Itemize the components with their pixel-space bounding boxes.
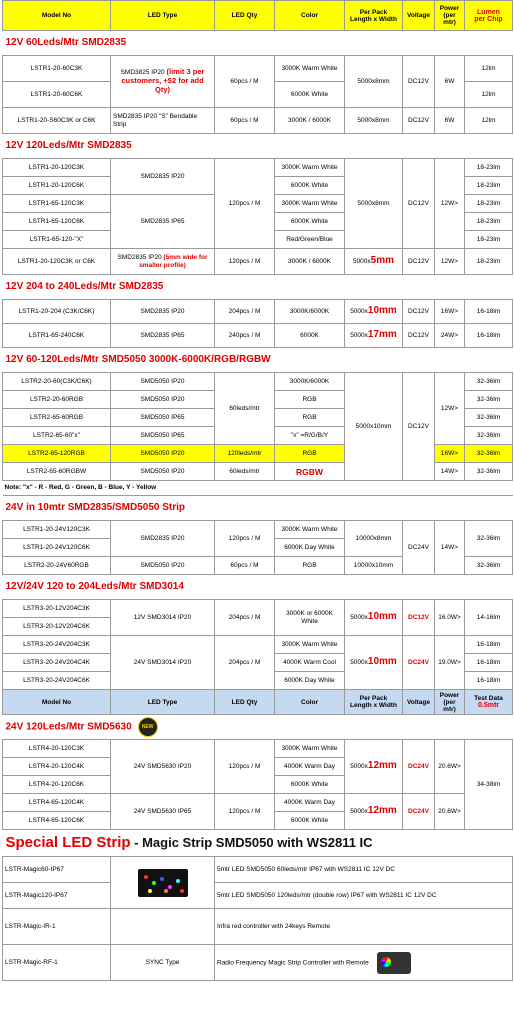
lumen-cell: 18-23lm <box>465 177 513 195</box>
header-led-qty: LED Qty <box>215 1 275 31</box>
color-cell: 3000K or 6000K White <box>275 600 345 636</box>
power-cell: 14W> <box>435 463 465 481</box>
color-cell: 6000K Day White <box>275 539 345 557</box>
color-cell: 3000K Warm White <box>275 195 345 213</box>
table-row <box>3 945 513 981</box>
lumen-cell: 34-38lm <box>465 740 513 830</box>
highlighted-row <box>3 445 513 463</box>
header-led-type: LED Type <box>111 1 215 31</box>
led-qty-cell: 120pcs / M <box>215 740 275 794</box>
section-title: 12V 60-120Leds/Mtr SMD5050 3000K-6000K/RGB/RGBW <box>3 348 513 373</box>
led-type-cell: SMD5050 IP20 <box>111 463 215 481</box>
model-cell: LSTR-Magic-IR-1 <box>3 909 111 945</box>
led-qty-cell: 204pcs / M <box>215 300 275 324</box>
description-cell: 5mtr LED SMD5050 60leds/mtr IP67 with WS2811 IC 12V DC <box>215 857 513 883</box>
led-qty-cell: 120leds/mtr <box>215 445 275 463</box>
pack-cell: 5000x10mm <box>345 600 403 636</box>
voltage-cell: DC24V <box>403 794 435 830</box>
model-cell: LSTR4-65-120C4K <box>3 794 111 812</box>
voltage-cell: DC24V <box>403 521 435 575</box>
voltage-cell: DC24V <box>403 636 435 690</box>
header-test-data: Test Data 0.5mtr <box>465 690 513 715</box>
color-cell: 3000K / 6000K <box>275 249 345 275</box>
model-cell: LSTR1-20-24V120C6K <box>3 539 111 557</box>
model-cell: LSTR3-20-24V204C3K <box>3 636 111 654</box>
voltage-cell: DC12V <box>403 108 435 134</box>
price-table <box>2 0 513 981</box>
lumen-cell: 32-36lm <box>465 409 513 427</box>
table-row <box>3 740 513 758</box>
led-type-cell: SMD2835 IP20 <box>111 521 215 557</box>
led-qty-cell: 120pcs / M <box>215 249 275 275</box>
section-title: Special LED Strip - Magic Strip SMD5050 with WS2811 IC <box>3 830 513 857</box>
header-color: Color <box>275 690 345 715</box>
description-cell: Radio Frequency Magic Strip Controller with Remote <box>215 945 513 981</box>
led-type-cell: SMD5050 IP20 <box>111 373 215 391</box>
voltage-cell: DC12V <box>403 249 435 275</box>
section-title: 12V/24V 120 to 204Leds/Mtr SMD3014 <box>3 575 513 600</box>
color-cell: 6000K Day White <box>275 672 345 690</box>
section-title: 12V 120Leds/Mtr SMD2835 <box>3 134 513 159</box>
note-text: Note: "x" - R - Red, G - Green, B - Blue, Y - Yellow <box>4 484 157 491</box>
led-type-cell: 24V SMD3014 IP20 <box>111 636 215 690</box>
led-type-cell: SMD2835 IP65 <box>111 195 215 249</box>
table-row <box>3 521 513 539</box>
description-cell: Infra red controller with 24keys Remote <box>215 909 513 945</box>
section-title: 12V 204 to 240Leds/Mtr SMD2835 <box>3 275 513 300</box>
pack-cell: 5000x10mm <box>345 636 403 690</box>
led-qty-cell: 120pcs / M <box>215 794 275 830</box>
table-row <box>3 373 513 391</box>
voltage-cell: DC12V <box>403 300 435 324</box>
color-cell: RGB <box>275 445 345 463</box>
model-cell: LSTR3-20-24V204C6K <box>3 672 111 690</box>
color-cell: 3000K Warm White <box>275 636 345 654</box>
power-cell: 12W> <box>435 159 465 249</box>
led-type-cell: SMD2835 IP20 (5mm wide for smaller profile) <box>111 249 215 275</box>
color-cell: 4000K Warm Cool <box>275 654 345 672</box>
color-cell: RGB <box>275 391 345 409</box>
power-cell: 12W> <box>435 249 465 275</box>
section-title-row <box>3 715 513 740</box>
lumen-cell: 32-36lm <box>465 391 513 409</box>
table-row <box>3 324 513 348</box>
model-cell: LSTR1-20-120C3K or C6K <box>3 249 111 275</box>
pack-cell: 5000x8mm <box>345 108 403 134</box>
header-per-pack: Per Pack Length x Width <box>345 690 403 715</box>
color-cell: "x" =R/G/B/Y <box>275 427 345 445</box>
header-voltage: Voltage <box>403 1 435 31</box>
table-row <box>3 794 513 812</box>
led-qty-cell: 120pcs / M <box>215 159 275 249</box>
led-strip-image <box>111 857 215 909</box>
model-cell: LSTR1-20-24V120C3K <box>3 521 111 539</box>
header-voltage: Voltage <box>403 690 435 715</box>
section-title-row <box>3 348 513 373</box>
lumen-cell: 32-36lm <box>465 557 513 575</box>
header-color: Color <box>275 1 345 31</box>
header-per-pack: Per Pack Length x Width <box>345 1 403 31</box>
lumen-cell: 12lm <box>465 56 513 82</box>
section-title-row <box>3 830 513 857</box>
color-cell: 6000K White <box>275 213 345 231</box>
table-row <box>3 463 513 481</box>
lumen-cell: 16-18lm <box>465 672 513 690</box>
model-cell: LSTR3-20-12V204C3K <box>3 600 111 618</box>
led-type-cell: SMD5050 IP65 <box>111 409 215 427</box>
led-qty-cell: 204pcs / M <box>215 600 275 636</box>
power-cell: 12W> <box>435 373 465 445</box>
pack-cell: 5000x12mm <box>345 740 403 794</box>
model-cell: LSTR-Magic-RF-1 <box>3 945 111 981</box>
model-cell: LSTR2-65-120RGB <box>3 445 111 463</box>
color-cell: Red/Green/Blue <box>275 231 345 249</box>
power-cell: 6W <box>435 108 465 134</box>
lumen-cell: 32-36lm <box>465 373 513 391</box>
model-cell: LSTR2-65-60RGB <box>3 409 111 427</box>
lumen-cell: 32-36lm <box>465 445 513 463</box>
model-cell: LSTR3-20-12V204C6K <box>3 618 111 636</box>
color-cell: 6000K White <box>275 82 345 108</box>
lumen-cell: 18-23lm <box>465 249 513 275</box>
color-cell: 6000K White <box>275 812 345 830</box>
table-row <box>3 857 513 883</box>
section-title-row <box>3 31 513 56</box>
color-cell: 3000K Warm White <box>275 56 345 82</box>
pack-cell: 5000x5mm <box>345 249 403 275</box>
header-model: Model No <box>3 1 111 31</box>
led-qty-cell: 240pcs / M <box>215 324 275 348</box>
model-cell: LSTR1-20-120C3K <box>3 159 111 177</box>
led-type-cell: 24V SMD5630 IP65 <box>111 794 215 830</box>
lumen-cell: 16-18lm <box>465 324 513 348</box>
led-qty-cell: 120pcs / M <box>215 521 275 557</box>
model-cell: LSTR2-20-60RGB <box>3 391 111 409</box>
table-row <box>3 883 513 909</box>
color-cell: 4000K Warm Day <box>275 758 345 776</box>
model-cell: LSTR1-65-120-"X" <box>3 231 111 249</box>
lumen-cell: 18-23lm <box>465 195 513 213</box>
voltage-cell: DC12V <box>403 373 435 481</box>
led-type-cell: SMD3825 IP20 (limit 3 per customers, +$2 for add Qty) <box>111 56 215 108</box>
power-cell: 16W> <box>435 300 465 324</box>
voltage-cell: DC24V <box>403 740 435 794</box>
color-cell: 6000K White <box>275 776 345 794</box>
lumen-cell: 12lm <box>465 82 513 108</box>
color-cell: 3000K / 6000K <box>275 108 345 134</box>
lumen-cell: 14-16lm <box>465 600 513 636</box>
model-cell: LSTR2-20-60(C3K/C6K) <box>3 373 111 391</box>
led-qty-cell: 60pcs / M <box>215 108 275 134</box>
table-row <box>3 300 513 324</box>
model-cell: LSTR1-65-120C3K <box>3 195 111 213</box>
color-cell: 3000K/6000K <box>275 300 345 324</box>
pack-cell: 5000x10mm <box>345 300 403 324</box>
led-type-cell: SMD2835 IP20 "S" Bendable Strip <box>111 108 215 134</box>
model-cell: LSTR4-20-120C3K <box>3 740 111 758</box>
color-cell: RGB <box>275 409 345 427</box>
model-cell: LSTR1-20-204 (C3K/C6K) <box>3 300 111 324</box>
lumen-cell: 18-23lm <box>465 213 513 231</box>
model-cell: LSTR4-20-120C6K <box>3 776 111 794</box>
led-type-cell: SMD2835 IP65 <box>111 324 215 348</box>
new-badge-icon: NEW <box>138 717 158 737</box>
section-title-row <box>3 575 513 600</box>
lumen-cell: 18-23lm <box>465 231 513 249</box>
led-qty-cell: 60pcs / M <box>215 56 275 108</box>
rf-remote-photo-icon <box>377 952 411 974</box>
lumen-cell: 32-36lm <box>465 463 513 481</box>
led-type-cell: SMD5050 IP20 <box>111 391 215 409</box>
color-cell: 4000K Warm Day <box>275 794 345 812</box>
pack-cell: 10000x10mm <box>345 557 403 575</box>
voltage-cell: DC12V <box>403 324 435 348</box>
led-strip-photo-icon <box>138 869 188 897</box>
table-row <box>3 600 513 618</box>
led-type-cell: 12V SMD3014 IP20 <box>111 600 215 636</box>
pack-cell: 5000x8mm <box>345 159 403 249</box>
header-led-qty: LED Qty <box>215 690 275 715</box>
table-row <box>3 249 513 275</box>
pack-cell: 5000x17mm <box>345 324 403 348</box>
led-type-cell: SMD5050 IP65 <box>111 427 215 445</box>
header-model: Model No <box>3 690 111 715</box>
power-cell: 6W <box>435 56 465 108</box>
header-power: Power (per mtr) <box>435 690 465 715</box>
model-cell: LSTR1-65-120C6K <box>3 213 111 231</box>
model-cell: LSTR1-65-240C6K <box>3 324 111 348</box>
led-qty-cell: 60pcs / M <box>215 557 275 575</box>
power-cell: 16W> <box>435 445 465 463</box>
section-title-row <box>3 496 513 521</box>
model-cell: LSTR4-20-120C4K <box>3 758 111 776</box>
color-cell: 6000K White <box>275 177 345 195</box>
model-cell: LSTR1-20-120C6K <box>3 177 111 195</box>
table-row <box>3 108 513 134</box>
led-qty-cell: 204pcs / M <box>215 636 275 690</box>
color-cell: 3000K/6000K <box>275 373 345 391</box>
table-row <box>3 636 513 654</box>
voltage-cell: DC12V <box>403 600 435 636</box>
model-cell: LSTR1-20-S60C3K or C6K <box>3 108 111 134</box>
model-cell: LSTR1-20-60C6K <box>3 82 111 108</box>
led-type-cell: SMD5050 IP20 <box>111 445 215 463</box>
power-cell: 14W> <box>435 521 465 575</box>
color-cell: RGB <box>275 557 345 575</box>
voltage-cell: DC12V <box>403 159 435 249</box>
header-row-2 <box>3 690 513 715</box>
led-type-cell: SMD2835 IP20 <box>111 159 215 195</box>
voltage-cell: DC12V <box>403 56 435 108</box>
header-lumen: Lumen per Chip <box>465 1 513 31</box>
pack-cell: 10000x8mm <box>345 521 403 557</box>
section-title-row <box>3 134 513 159</box>
model-cell: LSTR-Magic60-IP67 <box>3 857 111 883</box>
lumen-cell: 16-18lm <box>465 300 513 324</box>
section-title: 24V in 10mtr SMD2835/SMD5050 Strip <box>3 496 513 521</box>
color-cell: 3000K Warm White <box>275 521 345 539</box>
lumen-cell: 18-23lm <box>465 159 513 177</box>
led-qty-cell: 60leds/mtr <box>215 373 275 445</box>
led-qty-cell: 60leds/mtr <box>215 463 275 481</box>
color-cell: 6000K <box>275 324 345 348</box>
pack-cell: 5000x12mm <box>345 794 403 830</box>
pack-cell: 5000x8mm <box>345 56 403 108</box>
led-type-cell: 24V SMD5630 IP20 <box>111 740 215 794</box>
lumen-cell: 32-36lm <box>465 521 513 557</box>
led-type-cell: SMD2835 IP20 <box>111 300 215 324</box>
model-cell: LSTR2-65-60"x" <box>3 427 111 445</box>
table-row <box>3 159 513 177</box>
section-title: 12V 60Leds/Mtr SMD2835 <box>3 31 513 56</box>
model-cell: LSTR-Magic120-IP67 <box>3 883 111 909</box>
lumen-cell: 16-18lm <box>465 654 513 672</box>
description-cell: 5mtr LED SMD5050 120leds/mtr (double row) IP67 with WS2811 IC 12V DC <box>215 883 513 909</box>
power-cell: 19.0W> <box>435 636 465 690</box>
note-row <box>3 481 513 496</box>
color-cell: 3000K Warm White <box>275 159 345 177</box>
power-cell: 16.0W> <box>435 600 465 636</box>
power-cell: 20.6W> <box>435 740 465 794</box>
power-cell: 24W> <box>435 324 465 348</box>
pack-cell: 5000x10mm <box>345 373 403 481</box>
header-led-type: LED Type <box>111 690 215 715</box>
led-type-cell: SYNC Type <box>111 945 215 981</box>
section-title: 24V 120Leds/Mtr SMD5630 NEW <box>3 715 513 740</box>
section-title-row <box>3 275 513 300</box>
power-cell: 20.6W> <box>435 794 465 830</box>
table-row <box>3 56 513 82</box>
lumen-cell: 12lm <box>465 108 513 134</box>
model-cell: LSTR3-20-24V204C4K <box>3 654 111 672</box>
color-cell: 3000K Warm White <box>275 740 345 758</box>
header-power: Power (per mtr) <box>435 1 465 31</box>
header-row <box>3 1 513 31</box>
lumen-cell: 16-18lm <box>465 636 513 654</box>
table-row <box>3 909 513 945</box>
led-type-cell <box>111 909 215 945</box>
model-cell: LSTR2-65-60RGBW <box>3 463 111 481</box>
model-cell: LSTR4-65-120C6K <box>3 812 111 830</box>
color-cell: RGBW <box>275 463 345 481</box>
lumen-cell: 32-36lm <box>465 427 513 445</box>
model-cell: LSTR1-20-60C3K <box>3 56 111 82</box>
model-cell: LSTR2-20-24V60RGB <box>3 557 111 575</box>
led-type-cell: SMD5050 IP20 <box>111 557 215 575</box>
